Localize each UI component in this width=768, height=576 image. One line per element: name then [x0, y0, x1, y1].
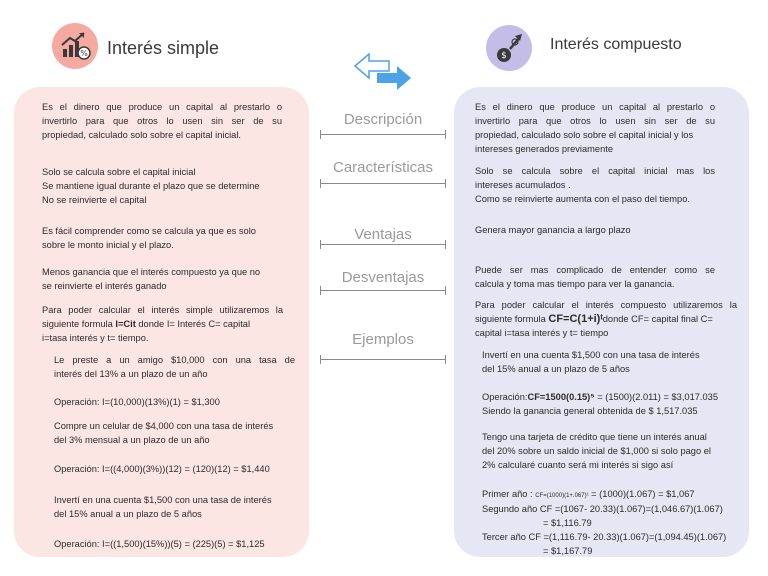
right-example-line: del 15% anual a un plazo de 5 años [482, 364, 630, 374]
left-desventajas-line: Menos ganancia que el interés compuesto ya que no [42, 267, 261, 277]
right-formula-line [475, 312, 713, 326]
right-formula-line: Para poder calcular el interés compuesto utilizaremos la [475, 300, 737, 310]
compound-interest-icon [486, 25, 532, 71]
left-descripcion-line: Es el dinero que produce un capital al prestarlo o [42, 102, 282, 112]
right-descripcion-line: propiedad, calculado solo sobre el capital inicial y los [475, 130, 694, 140]
left-example-line: Le preste a un amigo $10,000 con una tasa de [54, 355, 295, 365]
label-descripcion: Descripción [343, 111, 423, 128]
right-caracteristicas-line: intereses acumulados . [475, 180, 571, 190]
right-year-3-result: = $1,167.79 [543, 546, 593, 556]
left-formula-text: siguiente formula [42, 319, 116, 329]
left-title: Interés simple [107, 38, 220, 58]
right-example-line: Invertí en una cuenta $1,500 con una tasa de interés [482, 350, 700, 360]
left-example-line: interés del 13% a un plazo de un año [54, 369, 208, 379]
right-year-result: = (1000)(1.067) = $1,067 [588, 489, 695, 499]
right-operation-result: = (1500)(2.011) = $3,017.035 [594, 392, 719, 402]
left-ventajas-line: sobre le monto inicial y el plazo. [42, 240, 174, 250]
exchange-arrows-icon [353, 52, 413, 97]
left-example-line: Invertí en una cuenta $1,500 con una tasa de interés [54, 495, 272, 505]
label-caracteristicas: Características [332, 159, 434, 176]
right-caracteristicas-line: Solo se calcula sobre el capital inicial mas los [475, 166, 715, 176]
right-ventajas-line: Genera mayor ganancia a largo plazo [475, 225, 631, 235]
left-caracteristicas-line: Se mantiene igual durante el plazo que se determine [42, 181, 260, 191]
right-formula-text: siguiente formula [475, 314, 549, 324]
right-desventajas-line: Puede ser mas complicado de entender como se [475, 265, 715, 275]
divider-caracteristicas [320, 183, 446, 184]
left-descripcion-line: invertirlo para que otros lo usen sin ser de su [42, 116, 282, 126]
left-ventajas-line: Es fácil comprender como se calcula ya que es solo [42, 226, 256, 236]
right-year-3: Tercer año CF =(1,116.79- 20.33)(1.067)=(1,094.45)(1.067) [482, 532, 727, 542]
right-formula-line: capital i=tasa interés y t= tiempo [475, 328, 609, 338]
right-example-operation [482, 390, 718, 404]
right-descripcion-line: Es el dinero que produce un capital al prestarlo o [475, 102, 715, 112]
right-descripcion-line: intereses generados previamente [475, 144, 613, 154]
left-caracteristicas-line: No se reinvierte el capital [42, 195, 147, 205]
right-year-2-result: = $1,116.79 [543, 518, 592, 528]
left-example-operation: Operación: I=((4,000)(3%))(12) = (120)(12) = $1,440 [54, 464, 270, 474]
right-title: Interés compuesto [550, 36, 682, 53]
left-formula-line: Para poder calcular el interés simple utilizaremos la [42, 305, 283, 315]
right-example-line: Tengo una tarjeta de crédito que tiene un interés anual [482, 432, 707, 442]
right-example-line: 2% calcularé cuanto será mi interés si sigo así [482, 460, 674, 470]
left-formula-text: donde I= Interés C= capital [135, 319, 251, 329]
left-formula-line: i=tasa interés y t= tiempo. [42, 333, 149, 343]
simple-interest-icon [52, 23, 98, 69]
right-formula-text: donde CF= capital final C= [602, 314, 713, 324]
right-formula-expression: CF=C(1+i)ᵗ [548, 313, 603, 325]
right-descripcion-line: invertirlo para que otros lo usen sin ser de su [475, 116, 715, 126]
left-example-line: Compre un celular de $4,000 con una tasa de interés [54, 421, 274, 431]
left-caracteristicas-line: Solo se calcula sobre el capital inicial [42, 167, 196, 177]
divider-descripcion [320, 134, 446, 135]
label-desventajas: Desventajas [341, 269, 425, 286]
label-ejemplos: Ejemplos [352, 331, 414, 348]
left-descripcion-line: propiedad, calculado solo sobre el capital inicial. [42, 130, 241, 140]
divider-ventajas [320, 244, 446, 245]
right-operation-label: Operación: [482, 392, 528, 402]
right-year-2: Segundo año CF =(1067- 20.33)(1.067)=(1,046.67)(1.067) [482, 504, 723, 514]
divider-desventajas [320, 290, 446, 291]
right-example-line: del 20% sobre un saldo inicial de $1,000 si solo pago el [482, 446, 711, 456]
label-ventajas: Ventajas [354, 226, 412, 243]
right-example-result: Siendo la ganancia general obtenida de $ 1,517.035 [482, 406, 698, 416]
right-year-formula: CF=(1000)(1+.067)¹ [535, 493, 589, 499]
left-example-operation: Operación: I=(10,000)(13%)(1) = $1,300 [54, 397, 220, 407]
left-example-line: del 3% mensual a un plazo de un año [54, 435, 210, 445]
left-example-operation: Operación: I=((1,500)(15%))(5) = (225)(5) = $1,125 [54, 539, 265, 549]
svg-text:%: % [80, 49, 88, 58]
right-year-1 [482, 487, 695, 503]
svg-text:$: $ [501, 51, 507, 61]
right-desventajas-line: calcula y toma mas tiempo para ver la ganancia. [475, 279, 675, 289]
left-formula-expression: I=Cit [115, 319, 136, 329]
right-caracteristicas-line: Como se reinvierte aumenta con el paso del tiempo. [475, 194, 690, 204]
left-example-line: del 15% anual a un plazo de 5 años [54, 509, 202, 519]
left-formula-line [42, 317, 250, 331]
divider-ejemplos [320, 359, 446, 360]
right-operation-formula: CF=1500(0.15)⁵ [527, 392, 595, 402]
left-desventajas-line: se reinvierte el interés ganado [42, 281, 167, 291]
right-year-label: Primer año : [482, 489, 536, 499]
